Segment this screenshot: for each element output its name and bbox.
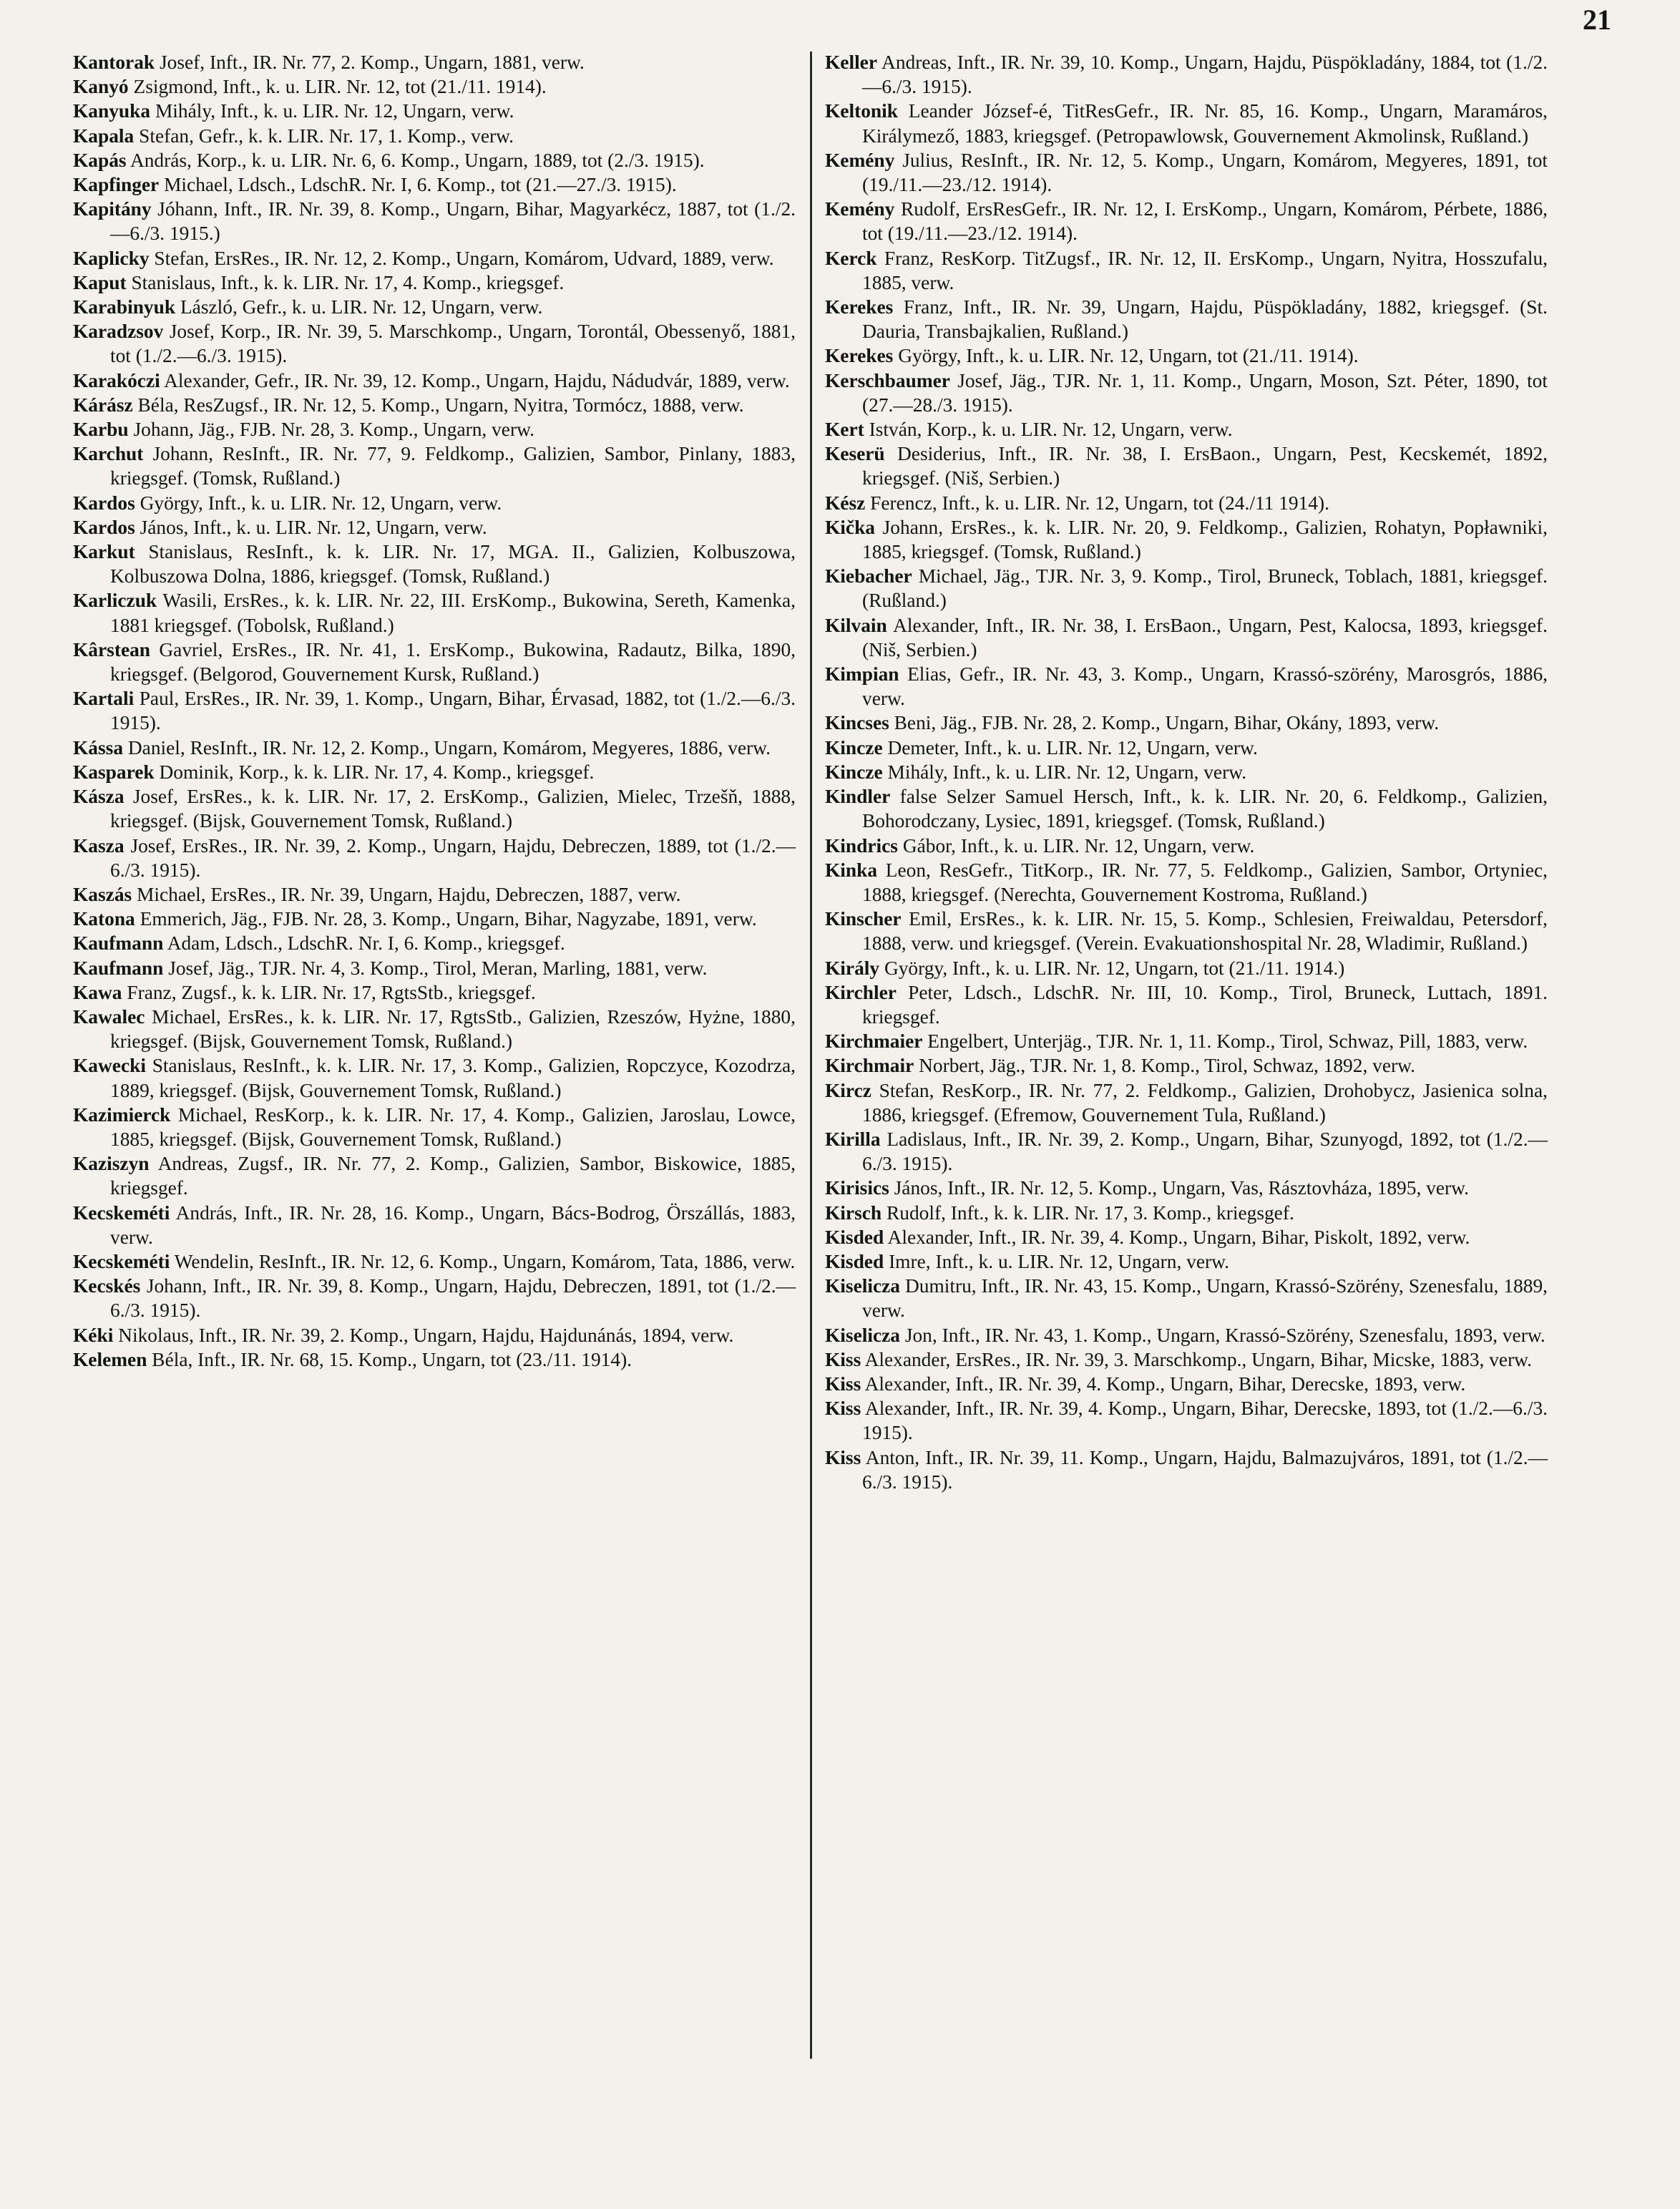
- list-entry: [73, 369, 796, 393]
- entry-details: Johann, Inft., IR. Nr. 39, 8. Komp., Ungarn, Hajdu, Debreczen, 1891, tot (1./2.—6./3. 1915).: [110, 1275, 796, 1322]
- entry-surname: Keltonik: [825, 100, 898, 122]
- entry-surname: Kička: [825, 516, 876, 538]
- entry-surname: Kiss: [825, 1348, 861, 1370]
- entry-surname: Karadzsov: [73, 321, 164, 343]
- entry-surname: Kecskeméti: [73, 1201, 170, 1224]
- list-entry: [73, 197, 796, 245]
- list-entry: [73, 736, 796, 760]
- entry-details: Rudolf, ErsResGefr., IR. Nr. 12, I. ErsKomp., Ungarn, Komárom, Pérbete, 1886, tot (19./11.—23./12. 1914).: [862, 198, 1548, 245]
- entry-details: Mihály, Inft., k. u. LIR. Nr. 12, Ungarn, verw.: [155, 100, 514, 122]
- entry-details: Josef, Jäg., TJR. Nr. 4, 3. Komp., Tirol, Meran, Marling, 1881, verw.: [168, 957, 708, 979]
- list-entry: [825, 1347, 1548, 1372]
- list-entry: [73, 172, 796, 197]
- entry-details: György, Inft., k. u. LIR. Nr. 12, Ungarn, tot (21./11. 1914.): [884, 957, 1345, 979]
- list-entry: [825, 1053, 1548, 1078]
- list-entry: [825, 1078, 1548, 1127]
- entry-surname: Kasza: [73, 834, 124, 857]
- entry-details: Emil, ErsRes., k. k. LIR. Nr. 15, 5. Komp., Schlesien, Freiwaldau, Petersdorf, 1888, verw. und kriegsgef. (Verein. Evakuationshospital Nr. 28, Wladimir, Rußland.): [862, 908, 1548, 955]
- entry-surname: Karabinyuk: [73, 296, 176, 318]
- list-entry: [825, 1225, 1548, 1249]
- list-entry: [73, 931, 796, 955]
- list-entry: [825, 1396, 1548, 1445]
- entry-details: Mihály, Inft., k. u. LIR. Nr. 12, Ungarn, verw.: [887, 761, 1247, 783]
- entry-details: Jon, Inft., IR. Nr. 43, 1. Komp., Ungarn, Krassó-Szörény, Szenesfalu, 1893, verw.: [904, 1324, 1545, 1346]
- entry-details: Andreas, Zugsf., IR. Nr. 77, 2. Komp., Galizien, Sambor, Biskowice, 1885, kriegsgef.: [110, 1153, 796, 1199]
- list-entry: [73, 1201, 796, 1249]
- list-entry: [825, 956, 1548, 980]
- entry-surname: Kerck: [825, 247, 877, 269]
- entry-surname: Kapitány: [73, 198, 152, 220]
- entry-surname: Kecskés: [73, 1275, 141, 1297]
- entry-surname: Kássa: [73, 736, 124, 759]
- entry-surname: Kaufmann: [73, 957, 164, 979]
- list-entry: [73, 1103, 796, 1151]
- entry-details: Josef, Korp., IR. Nr. 39, 5. Marschkomp., Ungarn, Torontál, Obessenyő, 1881, tot (1./2.—6./3. 1915).: [110, 321, 796, 367]
- entry-details: Anton, Inft., IR. Nr. 39, 11. Komp., Ungarn, Hajdu, Balmazujváros, 1891, tot (1./2.—6./3. 1915).: [862, 1446, 1548, 1493]
- list-entry: [73, 834, 796, 882]
- entry-details: Michael, Jäg., TJR. Nr. 3, 9. Komp., Tirol, Bruneck, Toblach, 1881, kriegsgef. (Rußland.): [862, 565, 1548, 612]
- list-entry: [825, 784, 1548, 833]
- entry-details: János, Inft., k. u. LIR. Nr. 12, Ungarn, verw.: [140, 516, 487, 538]
- list-entry: [73, 124, 796, 148]
- list-entry: [73, 1323, 796, 1347]
- entry-surname: Kásza: [73, 786, 124, 808]
- entry-details: Wasili, ErsRes., k. k. LIR. Nr. 22, III. ErsKomp., Bukowina, Sereth, Kamenka, 1881 kriegsgef. (Tobolsk, Rußland.): [110, 590, 796, 636]
- entry-surname: Kéki: [73, 1324, 114, 1346]
- list-entry: [825, 246, 1548, 295]
- entry-surname: Kaufmann: [73, 932, 164, 955]
- entry-surname: Kapás: [73, 149, 127, 171]
- entry-surname: Kanyó: [73, 76, 129, 98]
- entry-details: Stanislaus, ResInft., k. k. LIR. Nr. 17, MGA. II., Galizien, Kolbuszowa, Kolbuszowa Dolna, 1886, kriegsgef. (Tomsk, Rußland.): [110, 541, 796, 587]
- entry-details: Dominik, Korp., k. k. LIR. Nr. 17, 4. Komp., kriegsgef.: [159, 761, 595, 783]
- entry-surname: Kiselicza: [825, 1275, 900, 1297]
- list-entry: [825, 1249, 1548, 1274]
- entry-surname: Kert: [825, 419, 864, 441]
- entry-surname: Kiebacher: [825, 565, 912, 587]
- entry-details: Nikolaus, Inft., IR. Nr. 39, 2. Komp., Ungarn, Hajdu, Hajdunánás, 1894, verw.: [118, 1324, 734, 1346]
- entry-details: Josef, Inft., IR. Nr. 77, 2. Komp., Ungarn, 1881, verw.: [160, 52, 585, 73]
- entry-details: Béla, Inft., IR. Nr. 68, 15. Komp., Ungarn, tot (23./11. 1914).: [152, 1348, 633, 1370]
- entry-surname: Kemény: [825, 149, 895, 171]
- list-entry: [825, 50, 1548, 99]
- list-entry: [825, 1029, 1548, 1053]
- entry-details: György, Inft., k. u. LIR. Nr. 12, Ungarn, tot (21./11. 1914).: [898, 345, 1359, 367]
- entry-details: Stanislaus, Inft., k. k. LIR. Nr. 17, 4. Komp., kriegsgef.: [131, 271, 565, 293]
- entry-surname: Kardos: [73, 516, 135, 538]
- entry-details: Imre, Inft., k. u. LIR. Nr. 12, Ungarn, verw.: [889, 1250, 1229, 1272]
- entry-surname: Kiss: [825, 1372, 861, 1395]
- list-entry: [825, 1176, 1548, 1200]
- entry-details: Michael, ErsRes., IR. Nr. 39, Ungarn, Hajdu, Debreczen, 1887, verw.: [137, 883, 681, 905]
- list-entry: [825, 760, 1548, 784]
- entry-surname: Kartali: [73, 688, 135, 710]
- entry-details: Beni, Jäg., FJB. Nr. 28, 2. Komp., Ungarn, Bihar, Okány, 1893, verw.: [894, 712, 1440, 734]
- list-entry: [825, 491, 1548, 515]
- entry-details: Gavriel, ErsRes., IR. Nr. 41, 1. ErsKomp., Bukowina, Radautz, Bilka, 1890, kriegsgef. (Belgorod, Gouvernement Kursk, Rußland.): [110, 638, 796, 686]
- entry-surname: Kerschbaumer: [825, 369, 950, 391]
- entry-surname: Kisded: [825, 1226, 884, 1248]
- list-entry: [73, 638, 796, 686]
- list-entry: [825, 369, 1548, 417]
- entry-details: Johann, ResInft., IR. Nr. 77, 9. Feldkomp., Galizien, Sambor, Pinlany, 1883, kriegsgef. (Tomsk, Rußland.): [110, 443, 796, 489]
- list-entry: [825, 295, 1548, 343]
- entry-surname: Kapfinger: [73, 174, 160, 196]
- entry-surname: Kapala: [73, 125, 135, 147]
- list-entry: [825, 711, 1548, 735]
- entry-details: Johann, Jäg., FJB. Nr. 28, 3. Komp., Ungarn, verw.: [133, 419, 534, 441]
- entry-details: Alexander, ErsRes., IR. Nr. 39, 3. Marschkomp., Ungarn, Bihar, Micske, 1883, verw.: [864, 1348, 1533, 1370]
- entry-details: Stefan, Gefr., k. k. LIR. Nr. 17, 1. Komp., verw.: [139, 125, 514, 147]
- list-entry: [73, 393, 796, 417]
- entry-details: László, Gefr., k. u. LIR. Nr. 12, Ungarn, verw.: [180, 296, 543, 318]
- list-entry: [825, 1323, 1548, 1347]
- list-entry: [73, 319, 796, 368]
- entry-surname: Kindler: [825, 786, 891, 808]
- entry-details: Peter, Ldsch., LdschR. Nr. III, 10. Komp., Tirol, Bruneck, Luttach, 1891. kriegsgef.: [862, 981, 1548, 1028]
- entry-details: Norbert, Jäg., TJR. Nr. 1, 8. Komp., Tirol, Schwaz, 1892, verw.: [919, 1055, 1415, 1077]
- entry-surname: Kaziszyn: [73, 1153, 150, 1175]
- entry-surname: Kindrics: [825, 834, 898, 857]
- entry-surname: Keller: [825, 52, 877, 73]
- entry-surname: Kinscher: [825, 908, 902, 930]
- entry-details: András, Korp., k. u. LIR. Nr. 6, 6. Komp., Ungarn, 1889, tot (2./3. 1915).: [130, 149, 705, 171]
- list-entry: [825, 613, 1548, 662]
- entry-details: Josef, ErsRes., k. k. LIR. Nr. 17, 2. ErsKomp., Galizien, Mielec, Trzešň, 1888, kriegsgef. (Bijsk, Gouvernement Tomsk, Rußland.): [110, 786, 796, 832]
- list-entry: [73, 50, 796, 74]
- entry-details: Stefan, ErsRes., IR. Nr. 12, 2. Komp., Ungarn, Komárom, Udvard, 1889, verw.: [154, 247, 774, 269]
- entry-details: Josef, ErsRes., IR. Nr. 39, 2. Komp., Ungarn, Hajdu, Debreczen, 1889, tot (1./2.—6./3. 1915).: [110, 834, 796, 881]
- entry-surname: Kasparek: [73, 761, 155, 783]
- entry-surname: Kész: [825, 492, 866, 514]
- entry-surname: Karchut: [73, 443, 144, 465]
- entry-details: false Selzer Samuel Hersch, Inft., k. k. LIR. Nr. 20, 6. Feldkomp., Galizien, Bohorodczany, Lysiec, 1891, kriegsgef. (Tomsk, Rußland.): [862, 786, 1548, 832]
- list-entry: [825, 343, 1548, 368]
- list-entry: [825, 564, 1548, 613]
- list-entry: [73, 1249, 796, 1274]
- entry-details: Alexander, Inft., IR. Nr. 39, 4. Komp., Ungarn, Bihar, Piskolt, 1892, verw.: [887, 1226, 1470, 1248]
- entry-surname: Karbu: [73, 419, 129, 441]
- entry-details: Michael, ErsRes., k. k. LIR. Nr. 17, RgtsStb., Galizien, Rzeszów, Hyżne, 1880, kriegsgef. (Bijsk, Gouvernement Tomsk, Rußland.): [110, 1005, 796, 1053]
- list-entry: [73, 882, 796, 907]
- entry-details: Gábor, Inft., k. u. LIR. Nr. 12, Ungarn, verw.: [902, 834, 1255, 857]
- list-entry: [825, 834, 1548, 858]
- list-entry: [73, 99, 796, 123]
- entry-surname: Király: [825, 957, 880, 979]
- list-entry: [825, 858, 1548, 907]
- list-entry: [825, 148, 1548, 197]
- entry-surname: Kanyuka: [73, 100, 151, 122]
- entry-details: Jóhann, Inft., IR. Nr. 39, 8. Komp., Ungarn, Bihar, Magyarkécz, 1887, tot (1./2.—6./3. 1915.): [110, 198, 796, 245]
- list-entry: [73, 980, 796, 1005]
- column-divider: [810, 52, 812, 2059]
- entry-surname: Kardos: [73, 492, 135, 514]
- entry-details: Ladislaus, Inft., IR. Nr. 39, 2. Komp., Ungarn, Bihar, Szunyogd, 1892, tot (1./2.—6./3. 1915).: [862, 1128, 1548, 1175]
- entry-surname: Kaput: [73, 271, 127, 293]
- list-entry: [73, 246, 796, 270]
- entry-details: György, Inft., k. u. LIR. Nr. 12, Ungarn, verw.: [140, 492, 502, 514]
- entry-surname: Kirisics: [825, 1177, 889, 1199]
- list-entry: [825, 417, 1548, 442]
- entry-details: Desiderius, Inft., IR. Nr. 38, I. ErsBaon., Ungarn, Pest, Kecskemét, 1892, kriegsgef. (Niš, Serbien.): [862, 443, 1548, 489]
- entry-surname: Kincze: [825, 761, 883, 783]
- entry-details: Josef, Jäg., TJR. Nr. 1, 11. Komp., Ungarn, Moson, Szt. Péter, 1890, tot (27.—28./3. 1915).: [862, 369, 1548, 416]
- list-entry: [73, 540, 796, 588]
- list-entry: [825, 515, 1548, 564]
- entry-details: Leon, ResGefr., TitKorp., IR. Nr. 77, 5. Feldkomp., Galizien, Sambor, Ortyniec, 1888, kriegsgef. (Nerechta, Gouvernement Kostroma, Rußland.): [862, 859, 1548, 905]
- list-entry: [73, 270, 796, 295]
- entry-surname: Kincses: [825, 712, 889, 734]
- list-entry: [825, 736, 1548, 760]
- entry-details: Stanislaus, ResInft., k. k. LIR. Nr. 17, 3. Komp., Galizien, Ropczyce, Kozodrza, 1889, kriegsgef. (Bijsk, Gouvernement Tomsk, Rußland.): [110, 1055, 796, 1101]
- entry-surname: Kawalec: [73, 1005, 145, 1028]
- list-entry: [73, 74, 796, 99]
- list-entry: [73, 956, 796, 980]
- entry-surname: Karakóczi: [73, 369, 160, 391]
- entry-details: Dumitru, Inft., IR. Nr. 43, 15. Komp., Ungarn, Krassó-Szörény, Szenesfalu, 1889, verw.: [862, 1275, 1548, 1322]
- list-entry: [73, 295, 796, 319]
- list-entry: [73, 442, 796, 490]
- entry-surname: Kantorak: [73, 52, 155, 73]
- list-entry: [825, 197, 1548, 245]
- entry-details: Rudolf, Inft., k. k. LIR. Nr. 17, 3. Komp., kriegsgef.: [886, 1201, 1294, 1224]
- list-entry: [73, 491, 796, 515]
- list-entry: [73, 907, 796, 931]
- entry-details: Alexander, Gefr., IR. Nr. 39, 12. Komp., Ungarn, Hajdu, Nádudvár, 1889, verw.: [164, 369, 790, 391]
- entry-details: Leander József-é, TitResGefr., IR. Nr. 85, 16. Komp., Ungarn, Maramáros, Királymező, 1883, kriegsgef. (Petropawlowsk, Gouvernement Akmolinsk, Rußland.): [862, 100, 1548, 147]
- list-entry: [73, 1005, 796, 1053]
- list-entry: [73, 515, 796, 540]
- entry-details: Wendelin, ResInft., IR. Nr. 12, 6. Komp., Ungarn, Komárom, Tata, 1886, verw.: [174, 1250, 796, 1272]
- entry-details: Alexander, Inft., IR. Nr. 38, I. ErsBaon., Ungarn, Pest, Kalocsa, 1893, kriegsgef. (Niš, Serbien.): [862, 614, 1548, 660]
- list-entry: [73, 1053, 796, 1102]
- entry-details: Stefan, ResKorp., IR. Nr. 77, 2. Feldkomp., Galizien, Drohobycz, Jasienica solna, 1886, kriegsgef. (Efremow, Gouvernement Tula, Rußland.): [862, 1079, 1548, 1126]
- entry-surname: Kirchmair: [825, 1055, 914, 1077]
- list-entry: [73, 784, 796, 833]
- entry-details: Engelbert, Unterjäg., TJR. Nr. 1, 11. Komp., Tirol, Schwaz, Pill, 1883, verw.: [927, 1030, 1528, 1053]
- entry-surname: Kilvain: [825, 614, 887, 636]
- entry-surname: Kecskeméti: [73, 1250, 170, 1272]
- entry-surname: Kisded: [825, 1250, 884, 1272]
- entry-details: Michael, ResKorp., k. k. LIR. Nr. 17, 4. Komp., Galizien, Jaroslau, Lowce, 1885, kriegsgef. (Bijsk, Gouvernement Tomsk, Rußland.): [110, 1103, 796, 1150]
- entry-surname: Kaszás: [73, 883, 132, 905]
- list-entry: [73, 1274, 796, 1322]
- entry-details: Franz, Zugsf., k. k. LIR. Nr. 17, RgtsStb., kriegsgef.: [127, 981, 536, 1003]
- entry-surname: Kárász: [73, 394, 133, 416]
- entry-details: Andreas, Inft., IR. Nr. 39, 10. Komp., Ungarn, Hajdu, Püspökladány, 1884, tot (1./2.—6./3. 1915).: [862, 52, 1548, 98]
- entry-details: Ferencz, Inft., k. u. LIR. Nr. 12, Ungarn, tot (24./11 1914).: [870, 492, 1329, 514]
- entry-surname: Kerekes: [825, 345, 894, 367]
- entry-surname: Kimpian: [825, 663, 899, 686]
- entry-details: István, Korp., k. u. LIR. Nr. 12, Ungarn, verw.: [869, 419, 1233, 441]
- list-entry: [825, 1127, 1548, 1176]
- entry-surname: Kirchler: [825, 981, 897, 1003]
- entry-surname: Kârstean: [73, 638, 151, 660]
- entry-surname: Kincze: [825, 736, 883, 759]
- list-entry: [825, 662, 1548, 711]
- page-number: 21: [1583, 4, 1611, 36]
- entry-details: Béla, ResZugsf., IR. Nr. 12, 5. Komp., Ungarn, Nyitra, Tormócz, 1888, verw.: [137, 394, 744, 416]
- entry-surname: Kirsch: [825, 1201, 882, 1224]
- entry-surname: Kircz: [825, 1079, 871, 1101]
- entry-details: Michael, Ldsch., LdschR. Nr. I, 6. Komp., tot (21.—27./3. 1915).: [164, 174, 677, 196]
- entry-surname: Keserü: [825, 443, 885, 465]
- entry-details: János, Inft., IR. Nr. 12, 5. Komp., Ungarn, Vas, Rásztovháza, 1895, verw.: [894, 1177, 1469, 1199]
- entry-surname: Kelemen: [73, 1348, 147, 1370]
- list-entry: [73, 417, 796, 442]
- entry-surname: Kiss: [825, 1446, 861, 1468]
- entry-details: Franz, ResKorp. TitZugsf., IR. Nr. 12, II. ErsKomp., Ungarn, Nyitra, Hosszufalu, 1885, verw.: [862, 247, 1548, 293]
- right-column: [825, 50, 1548, 1494]
- entry-surname: Kawecki: [73, 1055, 146, 1077]
- entry-details: András, Inft., IR. Nr. 28, 16. Komp., Ungarn, Bács-Bodrog, Örszállás, 1883, verw.: [110, 1201, 796, 1248]
- list-entry: [825, 1201, 1548, 1225]
- entry-details: Paul, ErsRes., IR. Nr. 39, 1. Komp., Ungarn, Bihar, Érvasad, 1882, tot (1./2.—6./3. 1915).: [110, 688, 796, 734]
- entry-details: Daniel, ResInft., IR. Nr. 12, 2. Komp., Ungarn, Komárom, Megyeres, 1886, verw.: [127, 736, 771, 759]
- entry-details: Johann, ErsRes., k. k. LIR. Nr. 20, 9. Feldkomp., Galizien, Rohatyn, Popławniki, 1885, kriegsgef. (Tomsk, Rußland.): [862, 516, 1548, 563]
- left-column: [73, 50, 796, 1372]
- entry-surname: Kiselicza: [825, 1324, 900, 1346]
- entry-surname: Katona: [73, 908, 135, 930]
- entry-details: Zsigmond, Inft., k. u. LIR. Nr. 12, tot (21./11. 1914).: [133, 76, 547, 98]
- entry-surname: Karkut: [73, 541, 135, 563]
- entry-surname: Kazimierck: [73, 1103, 171, 1126]
- entry-surname: Kirchmaier: [825, 1030, 923, 1053]
- entry-surname: Kaplicky: [73, 247, 150, 269]
- entry-details: Elias, Gefr., IR. Nr. 43, 3. Komp., Ungarn, Krassó-szörény, Marosgrós, 1886, verw.: [862, 663, 1548, 710]
- entry-surname: Kirilla: [825, 1128, 881, 1150]
- entry-surname: Kiss: [825, 1398, 861, 1420]
- entry-surname: Kerekes: [825, 296, 894, 318]
- entry-surname: Kawa: [73, 981, 122, 1003]
- entry-details: Emmerich, Jäg., FJB. Nr. 28, 3. Komp., Ungarn, Bihar, Nagyzabe, 1891, verw.: [140, 908, 757, 930]
- list-entry: [825, 99, 1548, 147]
- list-entry: [825, 907, 1548, 955]
- entry-details: Julius, ResInft., IR. Nr. 12, 5. Komp., Ungarn, Komárom, Megyeres, 1891, tot (19./11.—23./12. 1914).: [862, 149, 1548, 196]
- entry-surname: Kemény: [825, 198, 895, 220]
- list-entry: [73, 760, 796, 784]
- list-entry: [825, 1274, 1548, 1322]
- list-entry: [825, 1445, 1548, 1494]
- list-entry: [825, 980, 1548, 1029]
- list-entry: [73, 1347, 796, 1372]
- list-entry: [73, 1151, 796, 1200]
- list-entry: [825, 442, 1548, 490]
- list-entry: [73, 148, 796, 172]
- entry-details: Alexander, Inft., IR. Nr. 39, 4. Komp., Ungarn, Bihar, Derecske, 1893, tot (1./2.—6./3. 1915).: [862, 1398, 1548, 1444]
- entry-details: Demeter, Inft., k. u. LIR. Nr. 12, Ungarn, verw.: [887, 736, 1258, 759]
- entry-surname: Karliczuk: [73, 590, 157, 612]
- entry-details: Franz, Inft., IR. Nr. 39, Ungarn, Hajdu, Püspökladány, 1882, kriegsgef. (St. Dauria, Transbajkalien, Rußland.): [862, 296, 1548, 343]
- list-entry: [825, 1372, 1548, 1396]
- entry-surname: Kinka: [825, 859, 878, 881]
- list-entry: [73, 588, 796, 637]
- list-entry: [73, 686, 796, 735]
- entry-details: Alexander, Inft., IR. Nr. 39, 4. Komp., Ungarn, Bihar, Derecske, 1893, verw.: [864, 1372, 1466, 1395]
- entry-details: Adam, Ldsch., LdschR. Nr. I, 6. Komp., kriegsgef.: [167, 932, 565, 955]
